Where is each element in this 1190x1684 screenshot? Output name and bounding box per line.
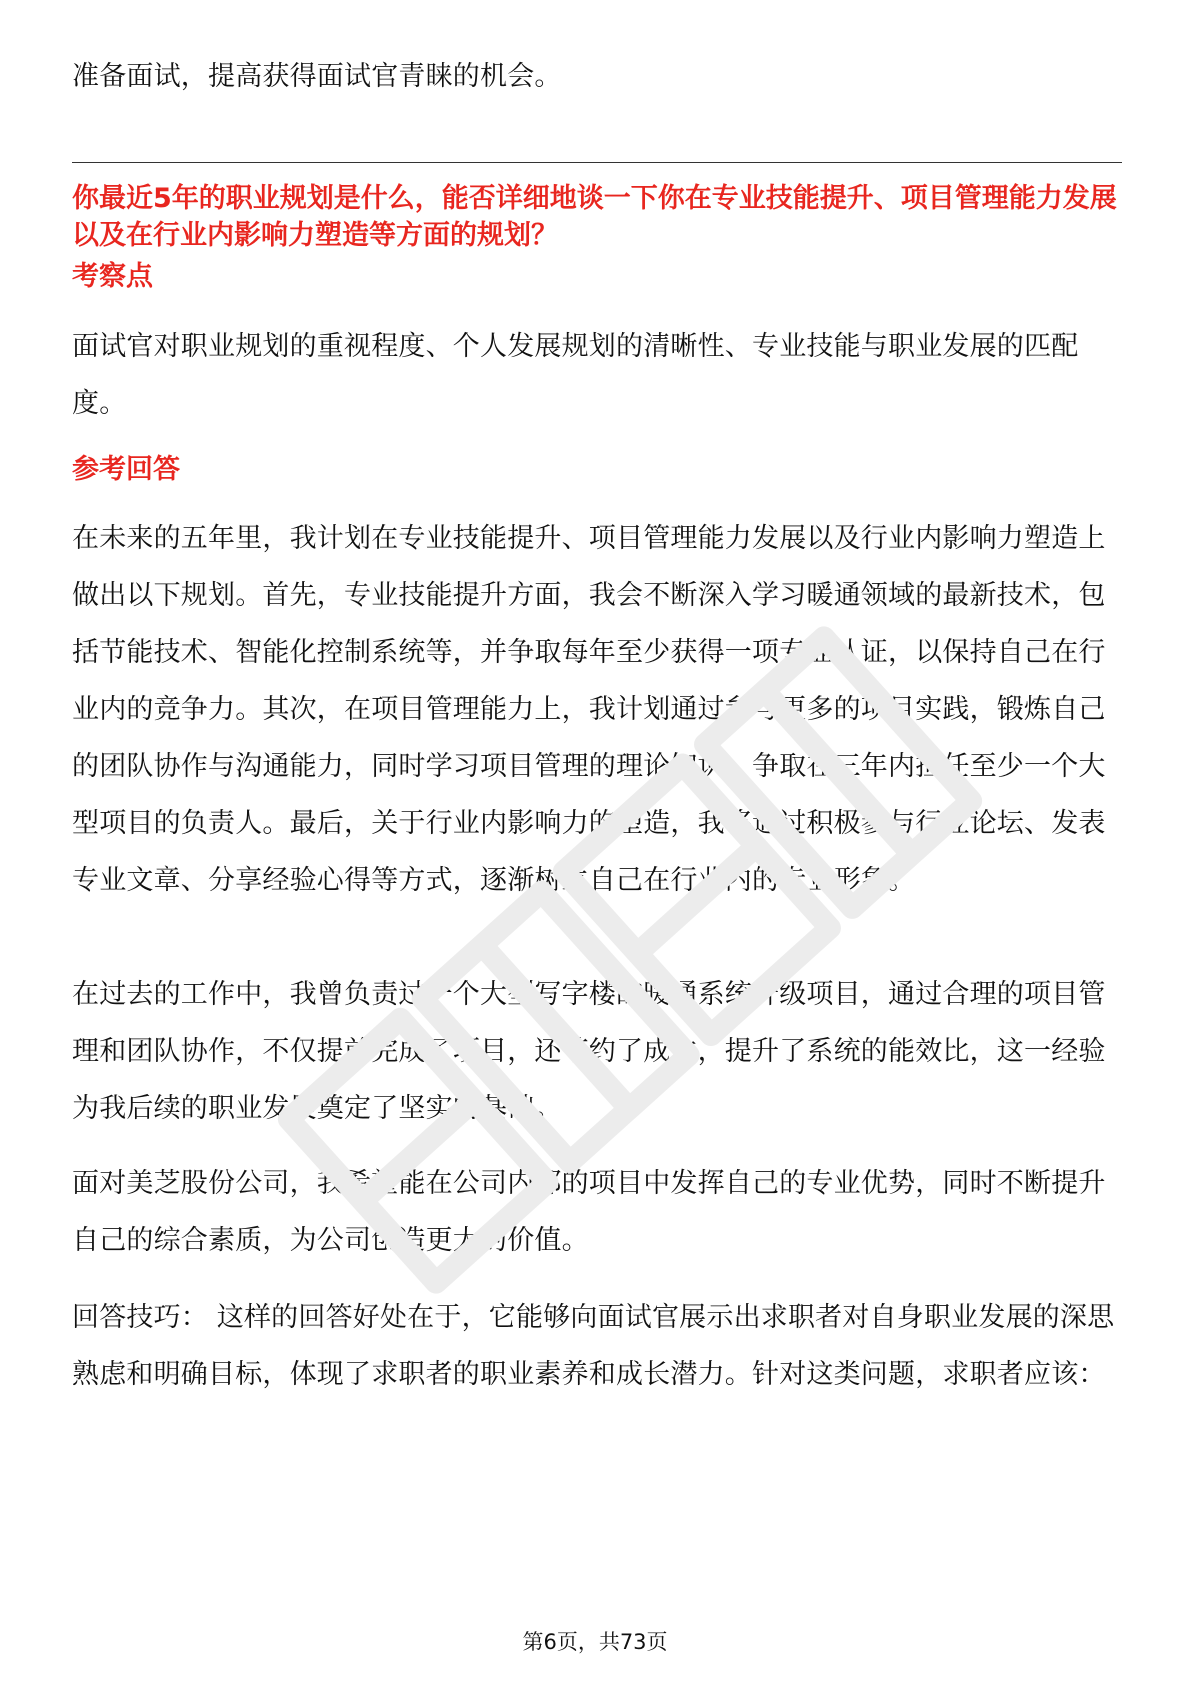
- question-heading: 你最近5年的职业规划是什么，能否详细地谈一下你在专业技能提升、项目管理能力发展以及在行业内影响力塑造等方面的规划？: [72, 183, 1117, 251]
- answer-paragraph-1: 在未来的五年里，我计划在专业技能提升、项目管理能力发展以及行业内影响力塑造上做出以下规划。首先，专业技能提升方面，我会不断深入学习暖通领域的最新技术，包括节能技术、智能化控制系统等，并争取每年至少获得一项专业认证，以保持自己在行业内的竞争力。其次，在项目管理能力上，我计划通过参与更多的项目实践，锻炼自己的团队协作与沟通能力，同时学习项目管理的理论知识，争取在三年内担任至少一个大型项目的负责人。最后，关于行业内影响力的塑造，我将通过积极参与行业论坛、发表专业文章、分享经验心得等方式，逐渐树立自己在行业内的专业形象。: [72, 523, 1106, 896]
- intro-paragraph: 准备面试，提高获得面试官青睐的机会。: [72, 61, 562, 92]
- answer-paragraph-2: 在过去的工作中，我曾负责过一个大型写字楼的暖通系统升级项目，通过合理的项目管理和团队协作，不仅提前完成了项目，还节约了成本，提升了系统的能效比，这一经验为我后续的职业发展奠定了坚实的基础。: [72, 979, 1106, 1124]
- answer-label: 参考回答: [72, 454, 180, 485]
- tips-paragraph: 回答技巧： 这样的回答好处在于，它能够向面试官展示出求职者对自身职业发展的深思熟虑和明确目标，体现了求职者的职业素养和成长潜力。针对这类问题，求职者应该：: [72, 1302, 1115, 1390]
- focus-paragraph: 面试官对职业规划的重视程度、个人发展规划的清晰性、专业技能与职业发展的匹配度。: [72, 331, 1079, 419]
- page-number: 第6页，共73页: [522, 1630, 668, 1654]
- section-divider: [72, 162, 1122, 163]
- answer-paragraph-3: 面对美芝股份公司，我希望能在公司内部的项目中发挥自己的专业优势，同时不断提升自己的综合素质，为公司创造更大的价值。: [72, 1168, 1106, 1256]
- focus-label: 考察点: [72, 261, 153, 292]
